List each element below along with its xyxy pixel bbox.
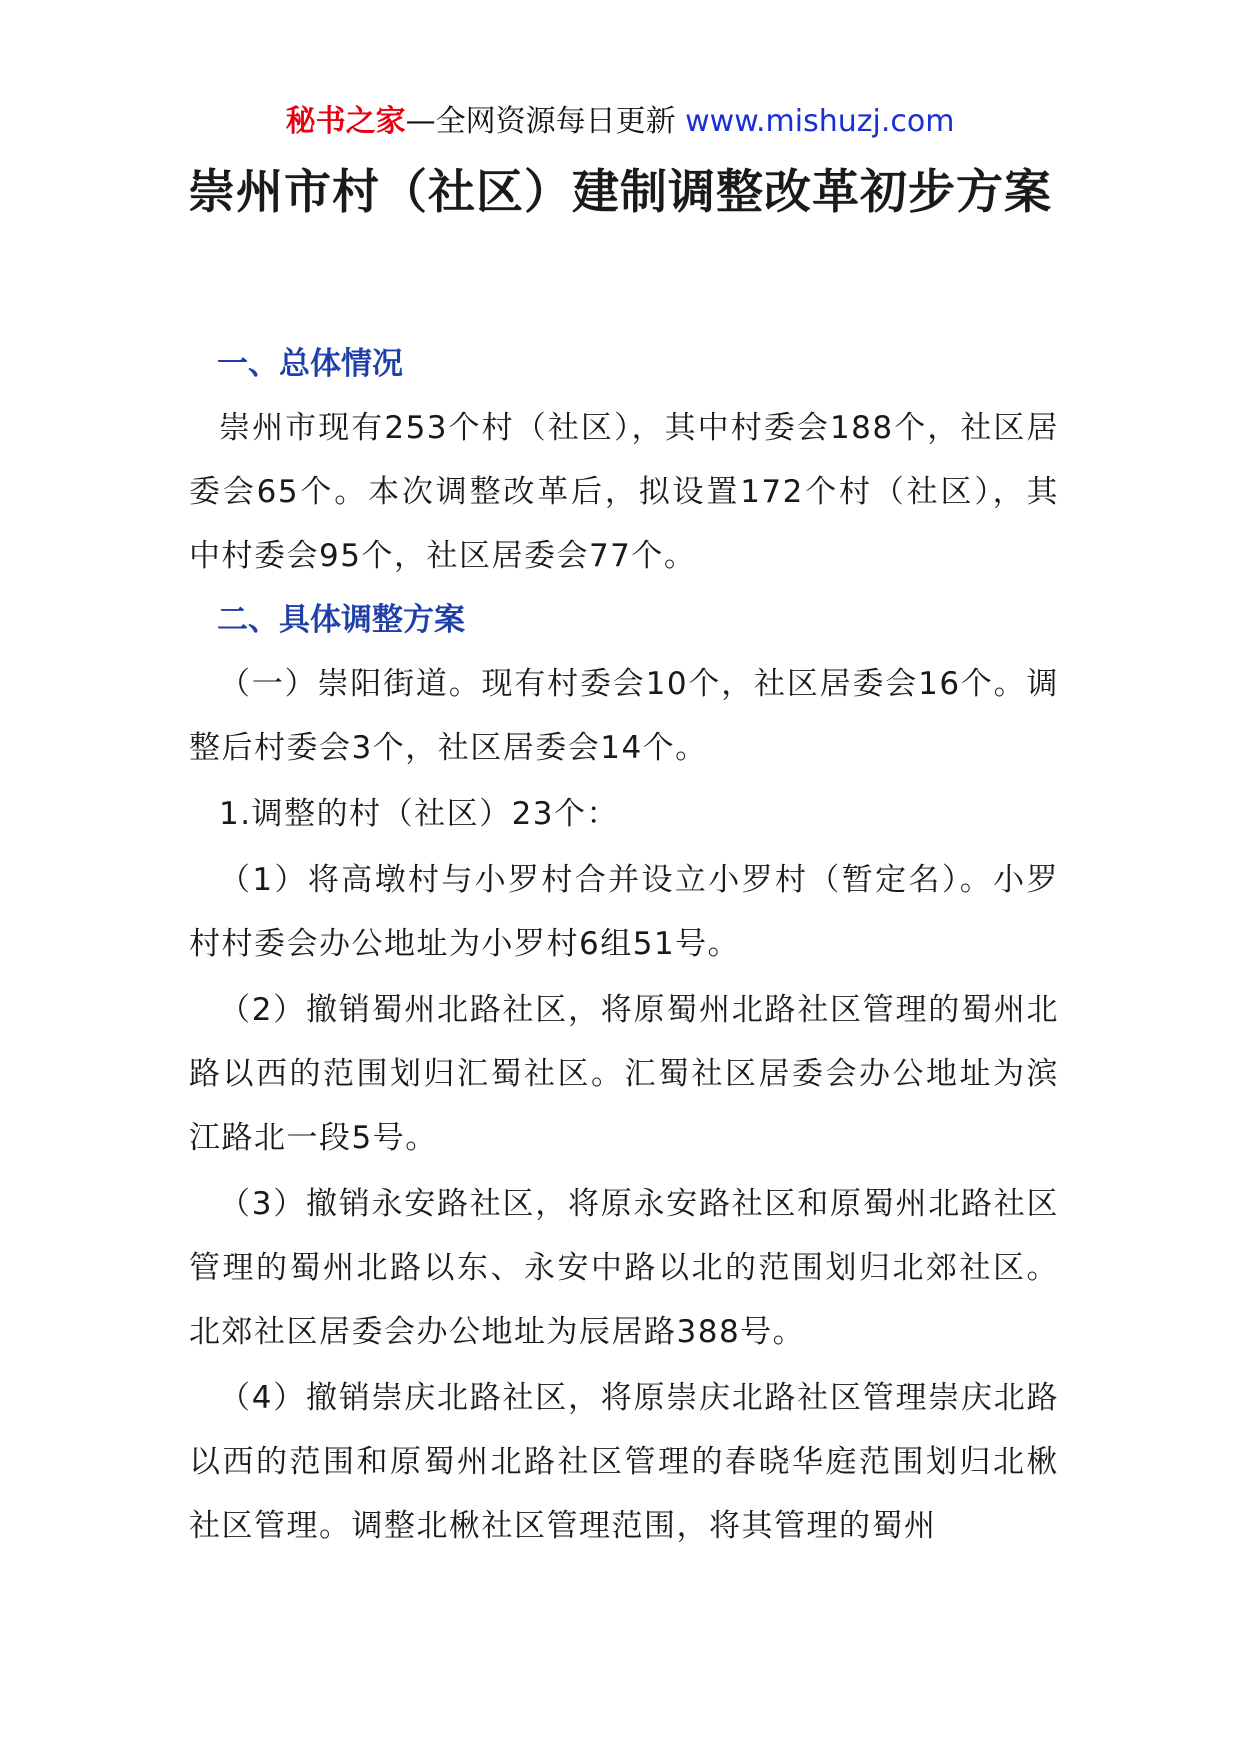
paragraph: （4）撤销崇庆北路社区，将原崇庆北路社区管理崇庆北路以西的范围和原蜀州北路社区管理的春晓华庭范围划归北楸社区管理。调整北楸社区管理范围，将其管理的蜀州 xyxy=(189,1380,1059,1544)
site-header xyxy=(0,100,1240,144)
document-body xyxy=(189,332,1059,1558)
site-brand: 秘书之家 xyxy=(285,104,406,139)
paragraph: （1）将高墩村与小罗村合并设立小罗村（暂定名）。小罗村村委会办公地址为小罗村6组51号。 xyxy=(189,862,1059,962)
paragraph: 1.调整的村（社区）23个： xyxy=(219,796,620,832)
document-title: 崇州市村（社区）建制调整改革初步方案 xyxy=(188,165,1052,220)
paragraph: （一）崇阳街道。现有村委会10个，社区居委会16个。调整后村委会3个，社区居委会14个。 xyxy=(189,666,1059,766)
site-url-link[interactable]: www.mishuzj.com xyxy=(685,104,955,139)
section-heading-overview: 一、总体情况 xyxy=(217,346,403,382)
paragraph: （3）撤销永安路社区，将原永安路社区和原蜀州北路社区管理的蜀州北路以东、永安中路以北的范围划归北郊社区。北郊社区居委会办公地址为辰居路388号。 xyxy=(189,1186,1059,1350)
section-heading-plan: 二、具体调整方案 xyxy=(217,602,465,638)
paragraph: 崇州市现有253个村（社区），其中村委会188个，社区居委会65个。本次调整改革后，拟设置172个村（社区），其中村委会95个，社区居委会77个。 xyxy=(189,410,1059,574)
site-tagline: —全网资源每日更新 xyxy=(405,104,686,139)
paragraph: （2）撤销蜀州北路社区，将原蜀州北路社区管理的蜀州北路以西的范围划归汇蜀社区。汇蜀社区居委会办公地址为滨江路北一段5号。 xyxy=(189,992,1059,1156)
